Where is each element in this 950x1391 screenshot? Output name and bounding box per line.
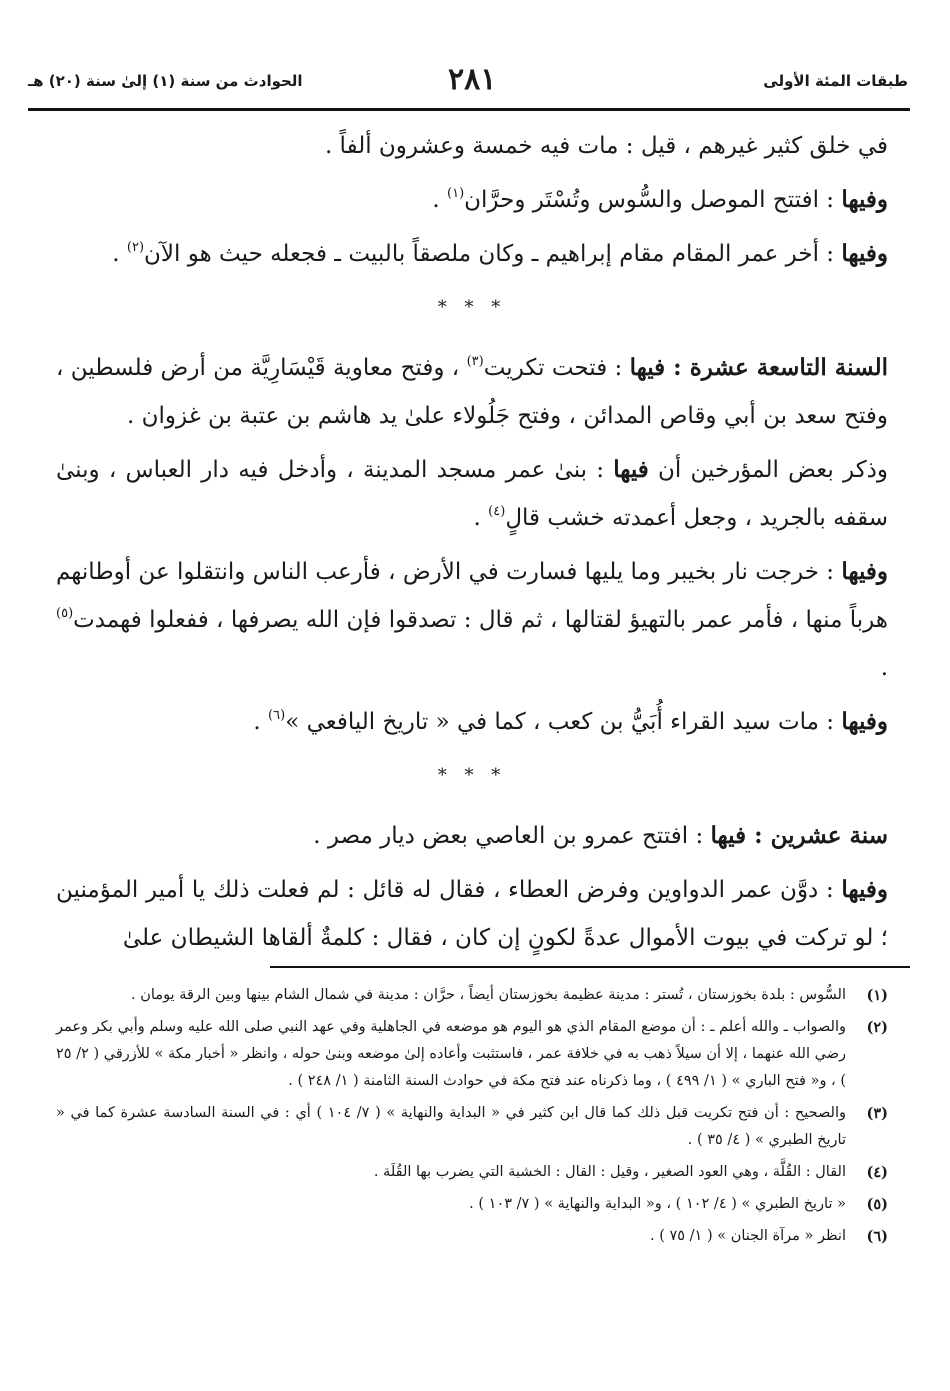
footnote-ref: (٤) xyxy=(488,504,506,519)
paragraph: في خلق كثير غيرهم ، قيل : مات فيه خمسة وعشرون ألفاً . xyxy=(324,133,888,159)
footnote-ref: (٢) xyxy=(126,240,145,255)
main-text xyxy=(56,122,888,968)
footnote-text: انظر « مرآة الجنان » ( ١/ ٧٥ ) . xyxy=(649,1228,846,1244)
paragraph: السنة التاسعة عشرة : فيها : فتحت تكريت$^{(٣)}$ ، وفتح معاوية قَيْسَارِيَّة من أرض فلسطين ، وفتح سعد بن أبي وقاص المدائن ، وفتح جَلُولاء علىٰ يد هاشم بن عتبة بن غزوان . xyxy=(56,354,888,429)
paragraph: وذكر بعض المؤرخين أن فيها : بنىٰ عمر مسجد المدينة ، وأدخل فيه دار العباس ، وبنىٰ سقفه بالجريد ، وجعل أعمدته خشب قالٍ$^{(٤)}$ . xyxy=(56,456,888,531)
section-title: الحوادث من سنة (١) إلىٰ سنة (٢٠) هـ xyxy=(28,72,303,90)
paragraph: وفيها : دوَّن عمر الدواوين وفرض العطاء ، فقال له قائل : لم فعلت ذلك يا أمير المؤمنين ؛ لو تركت في بيوت الأموال عدةً لكونٍ إن كان ، فقال : كلمةٌ ألقاها الشيطان علىٰ xyxy=(56,876,888,951)
section-separator: * * * xyxy=(437,297,507,318)
paragraph: وفيها : افتتح الموصل والسُّوس وتُسْتَر وحرَّان$^{(١)}$ . xyxy=(432,186,888,213)
book-title: طبقات المئة الأولى xyxy=(763,72,908,90)
paragraph: وفيها : أخر عمر المقام مقام إبراهيم ـ وكان ملصقاً بالبيت ـ فجعله حيث هو الآن$^{(٢)}$ . xyxy=(112,240,888,267)
footnote-ref: (١) xyxy=(447,186,465,201)
paragraph: وفيها : مات سيد القراء أُبَيُّ بن كعب ، كما في « تاريخ اليافعي »$^{(٦)}$ . xyxy=(253,708,888,735)
footnote-ref: (٣) xyxy=(466,354,484,369)
footnotes xyxy=(56,982,888,1255)
footnote xyxy=(56,1223,888,1250)
footnote-text: والصواب ـ والله أعلم ـ : أن موضع المقام الذي هو اليوم هو موضعه في الجاهلية وفي عهد النبي صلى الله عليه وسلم وأبي بكر وعمر رضي الله عنهما ، إلا أن سيلاً ذهب به في خلافة عمر ، فاستثبت وأعاده إلىٰ موضعه وبنىٰ حوله ، وانظر « أخبار مكة » للأزرقي ( ٢/ ٢٥ ) ، و« فتح الباري » ( ١/ ٤٩٩ ) ، وما ذكرناه عند فتح مكة في حوادث السنة الثامنة ( ١/ ٢٤٨ ) . xyxy=(56,1019,847,1089)
footnote-text: والصحيح : أن فتح تكريت قبل ذلك كما قال ابن كثير في « البداية والنهاية » ( ٧/ ١٠٤ ) أي : في السنة السادسة عشرة كما في « تاريخ الطبري » ( ٤/ ٣٥ ) . xyxy=(56,1105,847,1148)
footnote-text: السُّوس : بلدة بخوزستان ، تُستر : مدينة عظيمة بخوزستان أيضاً ، حرَّان : مدينة في شمال الشام بينها وبين الرقة يومان . xyxy=(131,987,846,1003)
paragraph: وفيها : خرجت نار بخيبر وما يليها فسارت في الأرض ، فأرعب الناس وانتقلوا عن أوطانهم هرباً منها ، فأمر عمر بالتهيؤ لقتالها ، ثم قال : تصدقوا فإن الله يصرفها ، ففعلوا فهمدت$^{(٥)}$ . xyxy=(56,558,888,681)
footnote xyxy=(56,1014,888,1095)
footnote-number: (١) xyxy=(866,987,888,1004)
footnote-number: (٦) xyxy=(866,1228,888,1245)
paragraph: سنة عشرين : فيها : افتتح عمرو بن العاصي بعض ديار مصر . xyxy=(313,822,888,849)
page-number: ٢٨١ xyxy=(448,62,497,97)
header-rule xyxy=(28,108,910,111)
footnote-number: (٤) xyxy=(866,1164,888,1181)
footnote xyxy=(56,1191,888,1218)
footnote xyxy=(56,1100,888,1154)
footnote-text: « تاريخ الطبري » ( ٤/ ١٠٢ ) ، و« البداية والنهاية » ( ٧/ ١٠٣ ) . xyxy=(469,1196,846,1212)
footnote-number: (٥) xyxy=(866,1196,888,1213)
footnote-rule xyxy=(270,966,910,968)
section-separator: * * * xyxy=(437,765,507,786)
footnote-ref: (٥) xyxy=(56,606,74,621)
footnote xyxy=(56,982,888,1009)
footnote-number: (٢) xyxy=(866,1019,888,1036)
footnote-number: (٣) xyxy=(866,1105,888,1122)
footnote xyxy=(56,1159,888,1186)
running-header xyxy=(28,62,908,106)
footnote-text: القال : القُلَّة ، وهي العود الصغير ، وقيل : القال : الخشبة التي يضرب بها القُلَة . xyxy=(373,1164,846,1180)
footnote-ref: (٦) xyxy=(268,708,286,723)
